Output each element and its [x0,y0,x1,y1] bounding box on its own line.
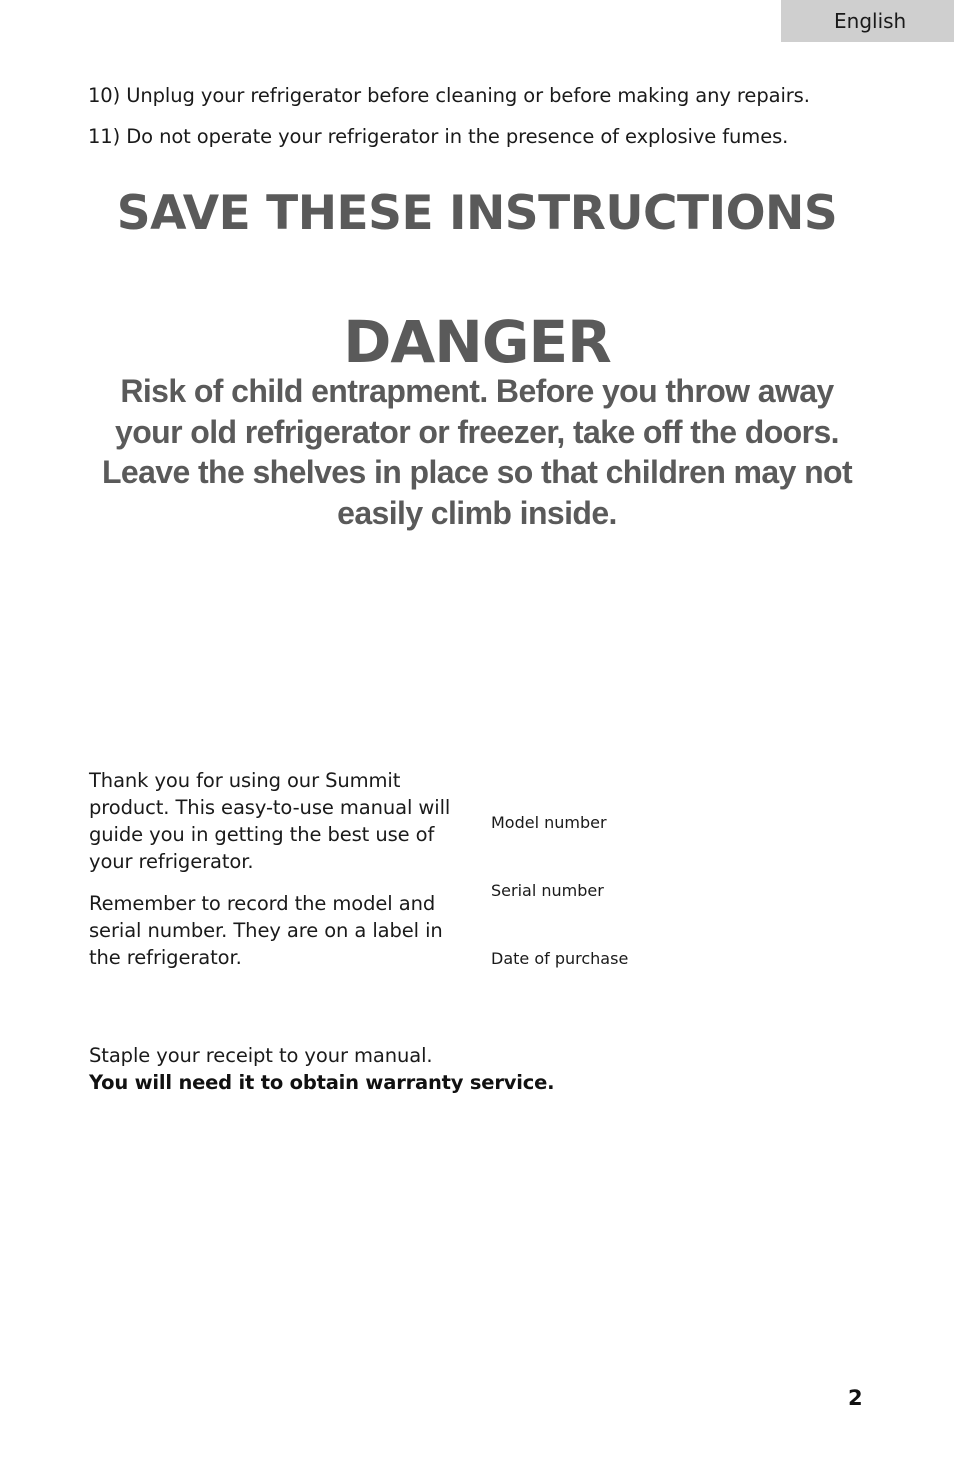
warranty-notice: You will need it to obtain warranty service. [89,1071,555,1094]
intro-paragraph-record: Remember to record the model and serial number. They are on a label in the refrigerator. [89,892,443,969]
intro-paragraph-thank-you: Thank you for using our Summit product. This easy-to-use manual will guide you in getting the best use of your refrigerator. [89,769,451,873]
language-tab [781,0,954,42]
language-tab-label: English [834,9,907,33]
model-number-label: Model number [491,813,607,832]
danger-heading: DANGER [343,308,611,376]
save-instructions-heading: SAVE THESE INSTRUCTIONS [116,186,838,241]
receipt-instruction: Staple your receipt to your manual. [89,1044,433,1067]
safety-item-11: 11) Do not operate your refrigerator in the presence of explosive fumes. [88,125,789,148]
page-number: 2 [848,1386,863,1410]
date-of-purchase-label: Date of purchase [491,949,629,968]
danger-warning-text: Risk of child entrapment. Before you throw away your old refrigerator or freezer, take off the doors. Leave the shelves in place so that children may not easily climb inside. [101,373,853,531]
serial-number-label: Serial number [491,881,604,900]
safety-item-10: 10) Unplug your refrigerator before cleaning or before making any repairs. [88,84,810,107]
